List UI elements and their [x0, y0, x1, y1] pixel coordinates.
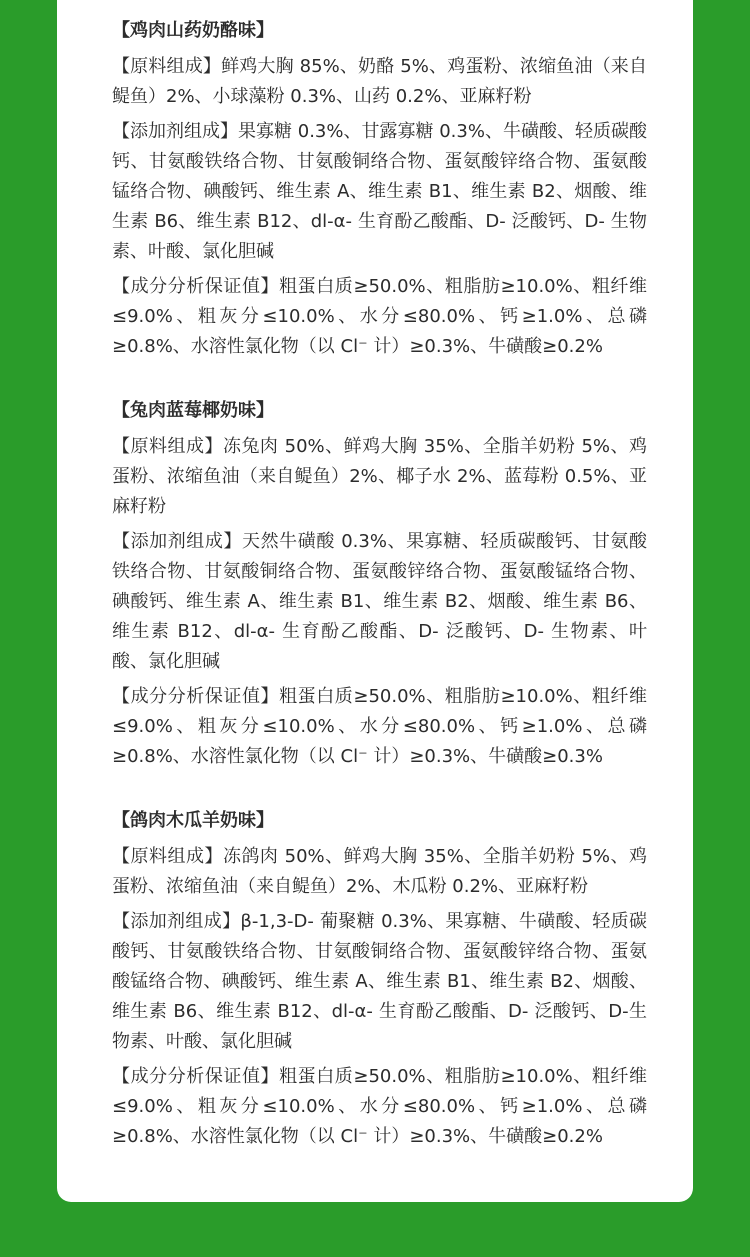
ingredients-text: 【原料组成】冻鸽肉 50%、鲜鸡大胸 35%、全脂羊奶粉 5%、鸡蛋粉、浓缩鱼油（来自鳀鱼）2%、木瓜粉 0.2%、亚麻籽粉 [112, 846, 647, 897]
section-title: 【鸡肉山药奶酪味】 [112, 20, 274, 41]
analysis-text: 【成分分析保证值】粗蛋白质≥50.0%、粗脂肪≥10.0%、粗纤维≤9.0%、粗灰分≤10.0%、水分≤80.0%、钙≥1.0%、总磷≥0.8%、水溶性氯化物（以 Cl⁻ 计）≥0.3%、牛磺酸≥0.2% [112, 276, 647, 357]
section-rabbit-blueberry-coconut [112, 396, 647, 777]
section-chicken-yam-cheese [112, 16, 647, 367]
ingredients-text: 【原料组成】鲜鸡大胸 85%、奶酪 5%、鸡蛋粉、浓缩鱼油（来自鳀鱼）2%、小球藻粉 0.3%、山药 0.2%、亚麻籽粉 [112, 56, 647, 107]
analysis-text: 【成分分析保证值】粗蛋白质≥50.0%、粗脂肪≥10.0%、粗纤维≤9.0%、粗灰分≤10.0%、水分≤80.0%、钙≥1.0%、总磷≥0.8%、水溶性氯化物（以 Cl⁻ 计）≥0.3%、牛磺酸≥0.2% [112, 1066, 647, 1147]
additives-text: 【添加剂组成】β-1,3-D- 葡聚糖 0.3%、果寡糖、牛磺酸、轻质碳酸钙、甘氨酸铁络合物、甘氨酸铜络合物、蛋氨酸锌络合物、蛋氨酸锰络合物、碘酸钙、维生素 A、维生素 B1、维生素 B2、烟酸、维生素 B6、维生素 B12、dl-α- 生育酚乙酸酯、D- 泛酸钙、D-生物素、叶酸、氯化胆碱 [112, 911, 647, 1052]
additives-text: 【添加剂组成】果寡糖 0.3%、甘露寡糖 0.3%、牛磺酸、轻质碳酸钙、甘氨酸铁络合物、甘氨酸铜络合物、蛋氨酸锌络合物、蛋氨酸锰络合物、碘酸钙、维生素 A、维生素 B1、维生素 B2、烟酸、维生素 B6、维生素 B12、dl-α- 生育酚乙酸酯、D- 泛酸钙、D- 生物素、叶酸、氯化胆碱 [112, 121, 647, 262]
ingredients-text: 【原料组成】冻兔肉 50%、鲜鸡大胸 35%、全脂羊奶粉 5%、鸡蛋粉、浓缩鱼油（来自鳀鱼）2%、椰子水 2%、蓝莓粉 0.5%、亚麻籽粉 [112, 436, 647, 517]
additives-text: 【添加剂组成】天然牛磺酸 0.3%、果寡糖、轻质碳酸钙、甘氨酸铁络合物、甘氨酸铜络合物、蛋氨酸锌络合物、蛋氨酸锰络合物、碘酸钙、维生素 A、维生素 B1、维生素 B2、烟酸、维生素 B6、维生素 B12、dl-α- 生育酚乙酸酯、D- 泛酸钙、D- 生物素、叶酸、氯化胆碱 [112, 531, 647, 672]
section-title: 【鸽肉木瓜羊奶味】 [112, 810, 274, 831]
section-pigeon-papaya-goatmilk [112, 806, 647, 1157]
section-title: 【兔肉蓝莓椰奶味】 [112, 400, 274, 421]
analysis-text: 【成分分析保证值】粗蛋白质≥50.0%、粗脂肪≥10.0%、粗纤维≤9.0%、粗灰分≤10.0%、水分≤80.0%、钙≥1.0%、总磷≥0.8%、水溶性氯化物（以 Cl⁻ 计）≥0.3%、牛磺酸≥0.3% [112, 686, 647, 767]
